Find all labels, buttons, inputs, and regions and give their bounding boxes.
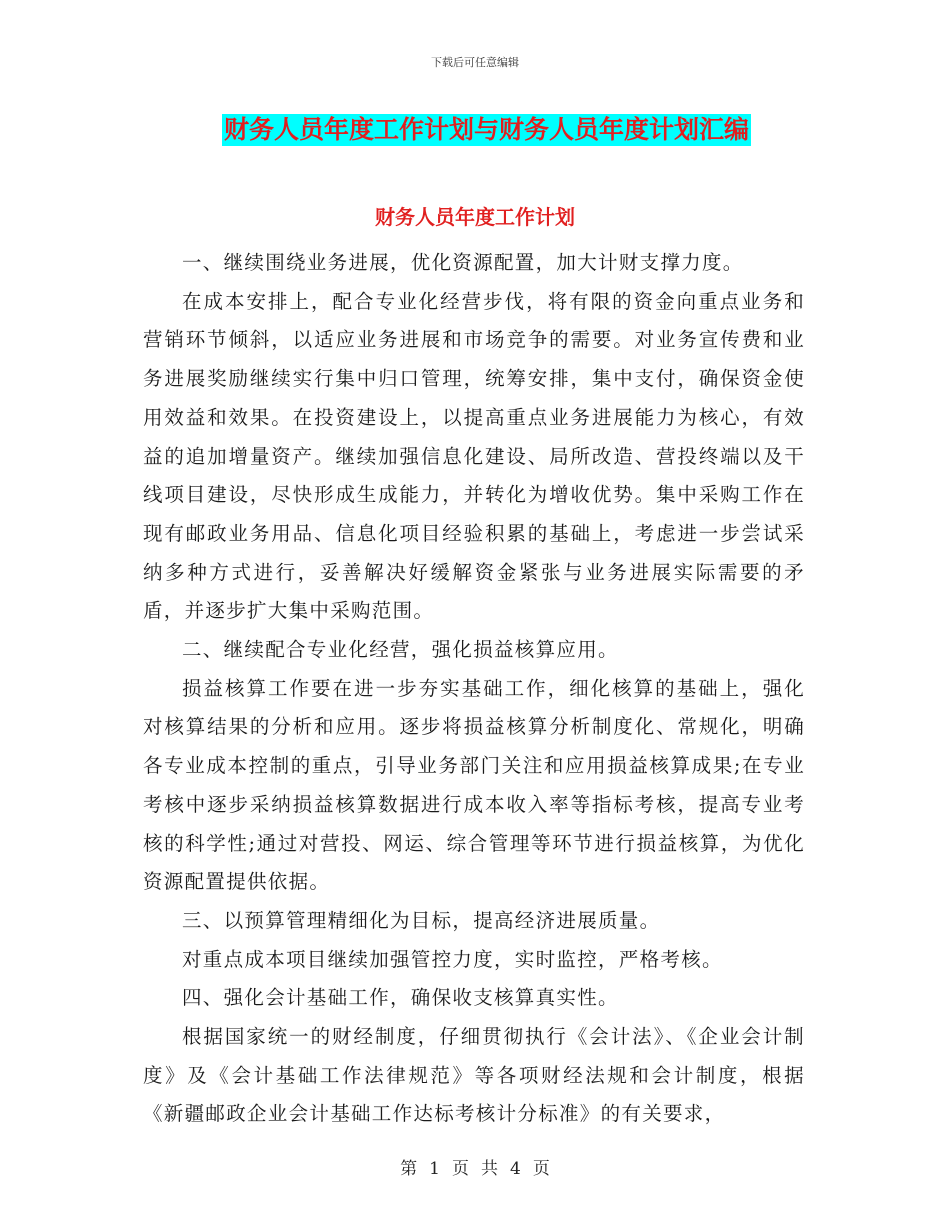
- paragraph-heading-2: 二、继续配合专业化经营，强化损益核算应用。: [182, 638, 619, 662]
- paragraph: 在成本安排上，配合专业化经营步伐，将有限的资金向重点业务和营销环节倾斜，以适应业务进展和市场竞争的需要。对业务宣传费和业务进展奖励继续实行集中归口管理，统筹安排，集中支付，确保资金使用效益和效果。在投资建设上，以提高重点业务进展能力为核心，有效益的追加增量资产。继续加强信息化建设、局所改造、营投终端以及干线项目建设，尽快形成生成能力，并转化为增收优势。集中采购工作在现有邮政业务用品、信息化项目经验积累的基础上，考虑进一步尝试采纳多种方式进行，妥善解决好缓解资金紧张与业务进展实际需要的矛盾，并逐步扩大集中采购范围。: [143, 289, 805, 623]
- paragraph: 损益核算工作要在进一步夯实基础工作，细化核算的基础上，强化对核算结果的分析和应用。逐步将损益核算分析制度化、常规化，明确各专业成本控制的重点，引导业务部门关注和应用损益核算成果;在专业考核中逐步采纳损益核算数据进行成本收入率等指标考核，提高专业考核的科学性;通过对营投、网运、综合管理等环节进行损益核算，为优化资源配置提供依据。: [143, 676, 805, 894]
- header-note: 下载后可任意编辑: [431, 56, 519, 69]
- page-footer: [0, 1154, 950, 1179]
- footer-page-unit: 页: [452, 1159, 469, 1179]
- footer-total-pages: 4: [510, 1159, 521, 1179]
- document-title: 财务人员年度工作计划与财务人员年度计划汇编: [224, 115, 750, 144]
- paragraph: 根据国家统一的财经制度，仔细贯彻执行《会计法》、《企业会计制度》及《会计基础工作法律规范》等各项财经法规和会计制度，根据《新疆邮政企业会计基础工作达标考核计分标准》的有关要求，: [143, 1025, 805, 1126]
- paragraph: 对重点成本项目继续加强管控力度，实时监控，严格考核。: [182, 947, 723, 971]
- footer-total-unit: 页: [532, 1159, 550, 1179]
- paragraph-heading-3: 三、以预算管理精细化为目标，提高经济进展质量。: [182, 908, 661, 932]
- paragraph-heading-4: 四、强化会计基础工作，确保收支核算真实性。: [182, 986, 619, 1010]
- section-title: 财务人员年度工作计划: [375, 205, 575, 229]
- footer-prefix: 第: [400, 1159, 418, 1179]
- paragraph-heading-1: 一、继续围绕业务进展，优化资源配置，加大计财支撑力度。: [182, 251, 744, 274]
- footer-total-prefix: 共: [481, 1159, 498, 1179]
- footer-page-number: 1: [429, 1159, 440, 1179]
- document-body: [143, 244, 805, 1134]
